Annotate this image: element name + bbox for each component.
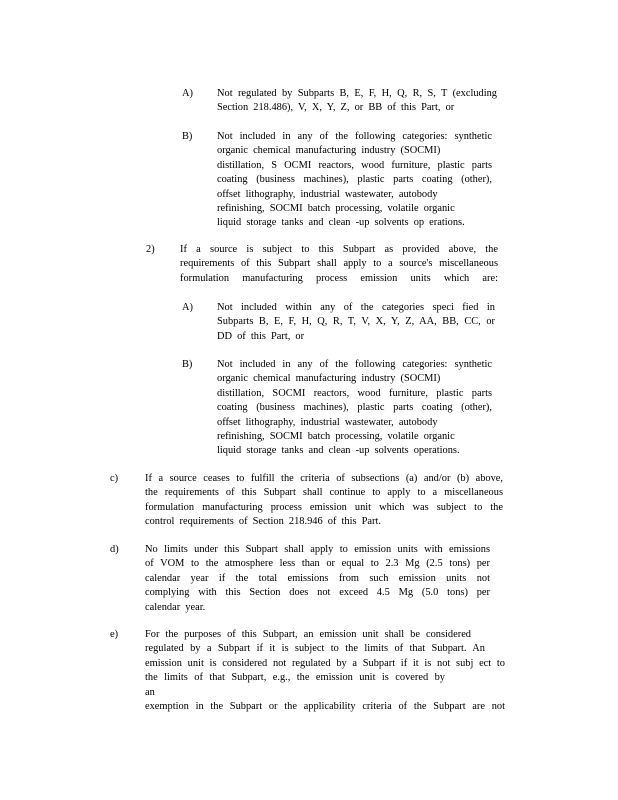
item-text	[180, 243, 498, 286]
text-line: Not included within any of the categories speci fied in	[217, 302, 495, 313]
text-line: complying with this Section does not exceed 4.5 Mg (5.0 tons) per	[145, 587, 490, 599]
text-line: regulated by a Subpart if it is subject to the limits of that Subpart. An	[145, 643, 485, 655]
item-text	[217, 301, 495, 344]
text-line: If a source is subject to this Subpart as provided above, the	[180, 244, 498, 255]
item-marker: B)	[182, 131, 193, 142]
text-line: No limits under this Subpart shall apply to emission units with emissions	[145, 544, 490, 555]
text-line: Not included in any of the following categories: synthetic	[217, 359, 492, 370]
item-marker: c)	[110, 473, 119, 484]
text-line: formulation manufacturing process emission unit which was subject to the	[145, 501, 503, 513]
text-line: the requirements of this Subpart shall continue to apply to a miscellaneous	[145, 487, 503, 499]
text-line: DD of this Part, or	[217, 330, 305, 342]
item-text	[217, 87, 497, 116]
item-marker: d)	[110, 544, 119, 555]
text-line: calendar year.	[145, 601, 206, 613]
text-line: emission unit is considered not regulated by a Subpart if it is not subj ect to	[145, 657, 505, 669]
text-line: calendar year if the total emissions from such emission units not	[145, 572, 490, 584]
item-marker: 2)	[146, 244, 155, 255]
text-line: organic chemical manufacturing industry (SOCMI)	[217, 373, 441, 385]
text-line: refinishing, SOCMI batch processing, volatile organic	[217, 203, 455, 215]
item-marker: A)	[182, 88, 193, 99]
text-line: Section 218.486), V, X, Y, Z, or BB of this Part, or	[217, 102, 455, 114]
text-line: distillation, SOCMI reactors, wood furniture, plastic parts	[217, 387, 492, 399]
text-line: requirements of this Subpart shall apply to a source's miscellaneous	[180, 258, 498, 270]
text-line: coating (business machines), plastic parts coating (other),	[217, 174, 492, 186]
item-text	[217, 130, 492, 231]
text-line: For the purposes of this Subpart, an emission unit shall be considered	[145, 629, 471, 640]
item-marker: e)	[110, 629, 119, 640]
item-text	[145, 472, 503, 530]
text-line: control requirements of Section 218.946 of this Part.	[145, 516, 381, 528]
text-line: of VOM to the atmosphere less than or equal to 2.3 Mg (2.5 tons) per	[145, 558, 490, 570]
text-line: coating (business machines), plastic parts coating (other),	[217, 402, 492, 414]
text-line: liquid storage tanks and clean -up solvents op erations.	[217, 217, 465, 229]
text-line: formulation manufacturing process emission units which are:	[180, 272, 498, 284]
item-marker: A)	[182, 302, 193, 313]
text-line: exemption in the Subpart or the applicability criteria of the Subpart are not	[145, 701, 505, 713]
text-line: distillation, S OCMI reactors, wood furniture, plastic parts	[217, 159, 492, 171]
text-line: refinishing, SOCMI batch processing, volatile organic	[217, 431, 455, 443]
text-line: offset lithography, industrial wastewater, autobody	[217, 188, 438, 200]
item-text	[145, 628, 505, 714]
text-line: the limits of that Subpart, e.g., the emission unit is covered by an	[145, 672, 445, 698]
text-line: Not included in any of the following categories: synthetic	[217, 131, 492, 142]
item-text	[145, 543, 490, 615]
text-line: organic chemical manufacturing industry (SOCMI)	[217, 145, 441, 157]
item-marker: B)	[182, 359, 193, 370]
text-line: If a source ceases to fulfill the criteria of subsections (a) and/or (b) above,	[145, 473, 503, 484]
item-text	[217, 358, 492, 459]
text-line: offset lithography, industrial wastewater, autobody	[217, 416, 438, 428]
text-line: Subparts B, E, F, H, Q, R, T, V, X, Y, Z, AA, BB, CC, or	[217, 316, 495, 328]
text-line: liquid storage tanks and clean -up solvents operations.	[217, 445, 460, 457]
text-line: Not regulated by Subparts B, E, F, H, Q, R, S, T (excluding	[217, 88, 497, 99]
